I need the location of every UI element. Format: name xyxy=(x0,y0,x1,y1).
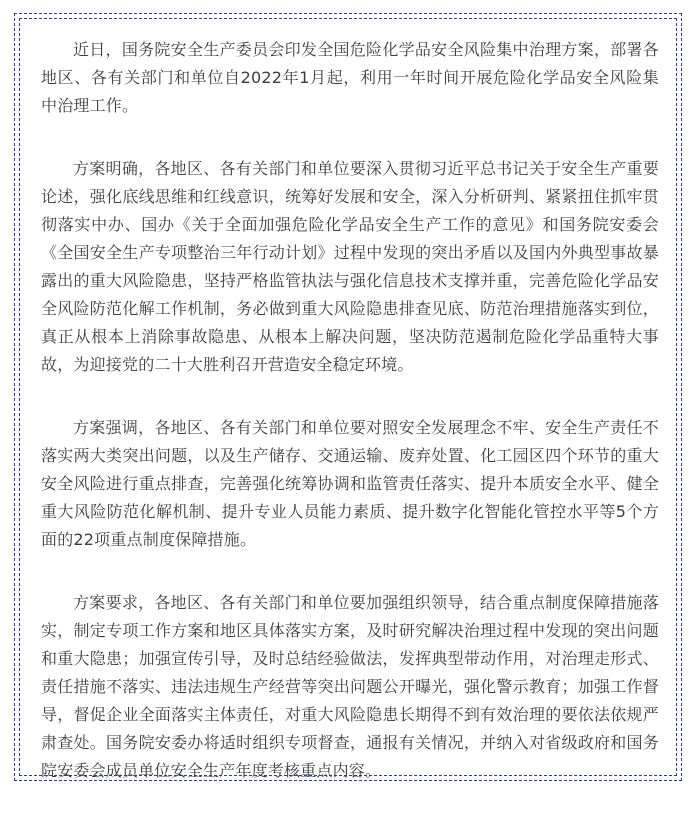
paragraph-plan-requires: 方案要求，各地区、各有关部门和单位要加强组织领导，结合重点制度保障措施落实，制定专项工作方案和地区具体落实方案，及时研究解决治理过程中发现的突出问题和重大隐患；加强宣传引导，及时总结经验做法，发挥典型带动作用，对治理走形式、责任措施不落实、违法违规生产经营等突出问题公开曝光，强化警示教育；加强工作督导，督促企业全面落实主体责任，对重大风险隐患长期得不到有效治理的要依法依规严肃查处。国务院安委办将适时组织专项督查，通报有关情况，并纳入对省级政府和国务院安委会成员单位安全生产年度考核重点内容。 xyxy=(41,593,659,780)
article-frame xyxy=(14,13,682,781)
article-body xyxy=(41,36,659,820)
paragraph-plan-clarifies: 方案明确，各地区、各有关部门和单位要深入贯彻习近平总书记关于安全生产重要论述，强化底线思维和红线意识，统筹好发展和安全，深入分析研判、紧紧扭住抓牢贯彻落实中办、国办《关于全面加强危险化学品安全生产工作的意见》和国务院安委会《全国安全生产专项整治三年行动计划》过程中发现的突出矛盾以及国内外典型事故暴露出的重大风险隐患，坚持严格监管执法与强化信息技术支撑并重，完善危险化学品安全风险防范化解工作机制，务必做到重大风险隐患排查见底、防范治理措施落实到位，真正从根本上消除事故隐患、从根本上解决问题，坚决防范遏制危险化学品重特大事故，为迎接党的二十大胜利召开营造安全稳定环境。 xyxy=(41,159,659,374)
paragraph-plan-emphasizes: 方案强调，各地区、各有关部门和单位要对照安全发展理念不牢、安全生产责任不落实两大类突出问题，以及生产储存、交通运输、废弃处置、化工园区四个环节的重大安全风险进行重点排查，完善强化统筹协调和监管责任落实、提升本质安全水平、健全重大风险防范化解机制、提升专业人员能力素质、提升数字化智能化管控水平等5个方面的22项重点制度保障措施。 xyxy=(41,418,659,549)
paragraph-intro: 近日，国务院安全生产委员会印发全国危险化学品安全风险集中治理方案，部署各地区、各有关部门和单位自2022年1月起，利用一年时间开展危险化学品安全风险集中治理工作。 xyxy=(41,40,659,115)
